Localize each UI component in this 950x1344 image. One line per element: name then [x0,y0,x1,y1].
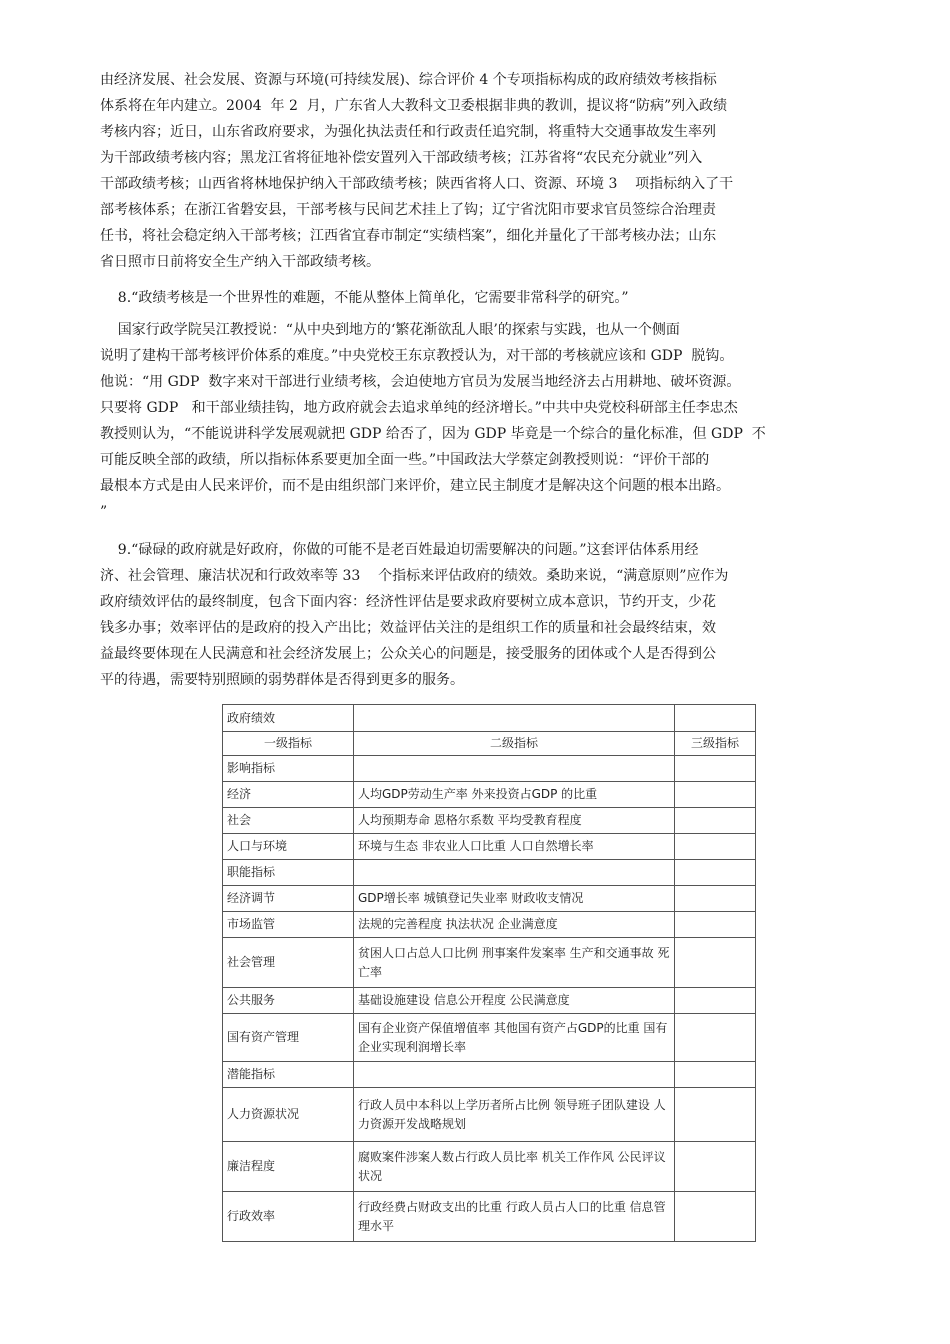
table-cell [354,860,675,886]
table-cell [675,808,756,834]
paragraph-line: 国家行政学院吴江教授说：“从中央到地方的‘繁花渐欲乱人眼’的探索与实践，也从一个侧面 [100,322,680,338]
table-row [223,1142,756,1192]
table-cell: 腐败案件涉案人数占行政人员比率 机关工作作风 公民评议状况 [354,1142,675,1192]
table-row [223,912,756,938]
paragraph-3 [100,320,862,520]
table-title: 政府绩效 [223,705,354,732]
table-cell: 市场监管 [223,912,354,938]
table-cell: 法规的完善程度 执法状况 企业满意度 [354,912,675,938]
table-header: 三级指标 [675,732,756,756]
performance-table-figure [222,704,756,1254]
paragraph-line: 最根本方式是由人民来评价，而不是由组织部门来评价，建立民主制度才是解决这个问题的根本出路。 [100,478,730,494]
paragraph-line: 教授则认为，“不能说讲科学发展观就把 GDP 给否了，因为 GDP 毕竟是一个综合的量化标准，但 GDP 不 [100,426,766,442]
table-row [223,886,756,912]
paragraph-line: 益最终要体现在人民满意和社会经济发展上；公众关心的问题是，接受服务的团体或个人是否得到公 [100,646,716,662]
paragraph-4 [100,540,862,690]
table-cell: 贫困人口占总人口比例 刑事案件发案率 生产和交通事故 死亡率 [354,938,675,988]
table-cell [354,756,675,782]
table-cell [354,1062,675,1088]
table-cell: 行政人员中本科以上学历者所占比例 领导班子团队建设 人力资源开发战略规划 [354,1088,675,1142]
table-row [223,988,756,1014]
table-cell: 经济 [223,782,354,808]
table-cell: 人均预期寿命 恩格尔系数 平均受教育程度 [354,808,675,834]
paragraph-line: 省日照市日前将安全生产纳入干部政绩考核。 [100,254,380,270]
table-cell: GDP增长率 城镇登记失业率 财政收支情况 [354,886,675,912]
paragraph-line: 考核内容；近日，山东省政府要求，为强化执法责任和行政责任追究制，将重特大交通事故发生率列 [100,124,716,140]
paragraph-line: 钱多办事；效率评估的是政府的投入产出比；效益评估关注的是组织工作的质量和社会最终结束，效 [100,620,716,636]
table-row [223,1014,756,1062]
table-cell: 影响指标 [223,756,354,782]
table-row [223,1062,756,1088]
table-cell: 社会管理 [223,938,354,988]
table-cell [675,1014,756,1062]
paragraph-line: 说明了建构干部考核评价体系的难度。”中央党校王东京教授认为，对干部的考核就应该和 GDP 脱钩。 [100,348,734,364]
paragraph-line: 任书，将社会稳定纳入干部考核；江西省宜春市制定“实绩档案”，细化并量化了干部考核办法；山东 [100,228,717,244]
paragraph-line: 只要将 GDP 和干部业绩挂钩，地方政府就会去追求单纯的经济增长。”中共中央党校科研部主任李忠杰 [100,400,738,416]
table-cell [675,705,756,732]
performance-table [222,704,756,1242]
table-cell: 环境与生态 非农业人口比重 人口自然增长率 [354,834,675,860]
paragraph-line: 8.“政绩考核是一个世界性的难题，不能从整体上简单化，它需要非常科学的研究。” [100,290,629,306]
table-cell: 社会 [223,808,354,834]
paragraph-2 [100,288,862,308]
table-row [223,1192,756,1242]
table-cell [675,1192,756,1242]
table-header: 一级指标 [223,732,354,756]
table-cell: 人口与环境 [223,834,354,860]
table-cell [675,938,756,988]
paragraph-line: 他说：“用 GDP 数字来对干部进行业绩考核，会迫使地方官员为发展当地经济去占用耕地、破坏资源。 [100,374,741,390]
table-cell: 人力资源状况 [223,1088,354,1142]
paragraph-line: 部考核体系；在浙江省磐安县，干部考核与民间艺术挂上了钩；辽宁省沈阳市要求官员签综合治理责 [100,202,716,218]
table-cell [675,912,756,938]
table-row [223,938,756,988]
paragraph-line: 体系将在年内建立。2004 年 2 月，广东省人大教科文卫委根据非典的教训，提议将“防病”列入政绩 [100,98,728,114]
table-cell: 行政效率 [223,1192,354,1242]
paragraph-line: 干部政绩考核；山西省将林地保护纳入干部政绩考核；陕西省将人口、资源、环境 3 项指标纳入了干 [100,176,734,192]
paragraph-line: 可能反映全部的政绩，所以指标体系要更加全面一些。”中国政法大学蔡定剑教授则说：“评价干部的 [100,452,710,468]
paragraph-line: ” [100,504,108,520]
table-cell: 廉洁程度 [223,1142,354,1192]
paragraph-line: 由经济发展、社会发展、资源与环境(可持续发展)、综合评价 4 个专项指标构成的政府绩效考核指标 [100,72,717,88]
table-cell [675,988,756,1014]
table-cell: 基础设施建设 信息公开程度 公民满意度 [354,988,675,1014]
table-cell [675,1062,756,1088]
paragraph-1 [100,70,862,270]
table-cell: 国有资产管理 [223,1014,354,1062]
paragraph-line: 9.“碌碌的政府就是好政府，你做的可能不是老百姓最迫切需要解决的问题。”这套评估体系用经 [100,542,699,558]
table-cell [675,1088,756,1142]
table-cell [675,860,756,886]
table-row [223,834,756,860]
table-cell: 行政经费占财政支出的比重 行政人员占人口的比重 信息管理水平 [354,1192,675,1242]
table-cell [675,1142,756,1192]
paragraph-line: 政府绩效评估的最终制度，包含下面内容：经济性评估是要求政府要树立成本意识，节约开支，少花 [100,594,716,610]
table-cell [675,756,756,782]
table-cell [675,782,756,808]
paragraph-line: 平的待遇，需要特别照顾的弱势群体是否得到更多的服务。 [100,672,464,688]
table-cell: 人均GDP劳动生产率 外来投资占GDP 的比重 [354,782,675,808]
table-cell [675,886,756,912]
paragraph-line: 济、社会管理、廉洁状况和行政效率等 33 个指标来评估政府的绩效。桑助来说，“满意原则”应作为 [100,568,729,584]
table-row [223,1088,756,1142]
table-header: 二级指标 [354,732,675,756]
table-row [223,782,756,808]
table-cell: 经济调节 [223,886,354,912]
table-cell: 职能指标 [223,860,354,886]
table-cell: 潜能指标 [223,1062,354,1088]
table-cell [675,834,756,860]
table-cell [354,705,675,732]
table-cell: 国有企业资产保值增值率 其他国有资产占GDP的比重 国有企业实现利润增长率 [354,1014,675,1062]
paragraph-line: 为干部政绩考核内容；黑龙江省将征地补偿安置列入干部政绩考核；江苏省将“农民充分就业”列入 [100,150,703,166]
table-cell: 公共服务 [223,988,354,1014]
table-row [223,808,756,834]
table-row [223,860,756,886]
table-row [223,756,756,782]
